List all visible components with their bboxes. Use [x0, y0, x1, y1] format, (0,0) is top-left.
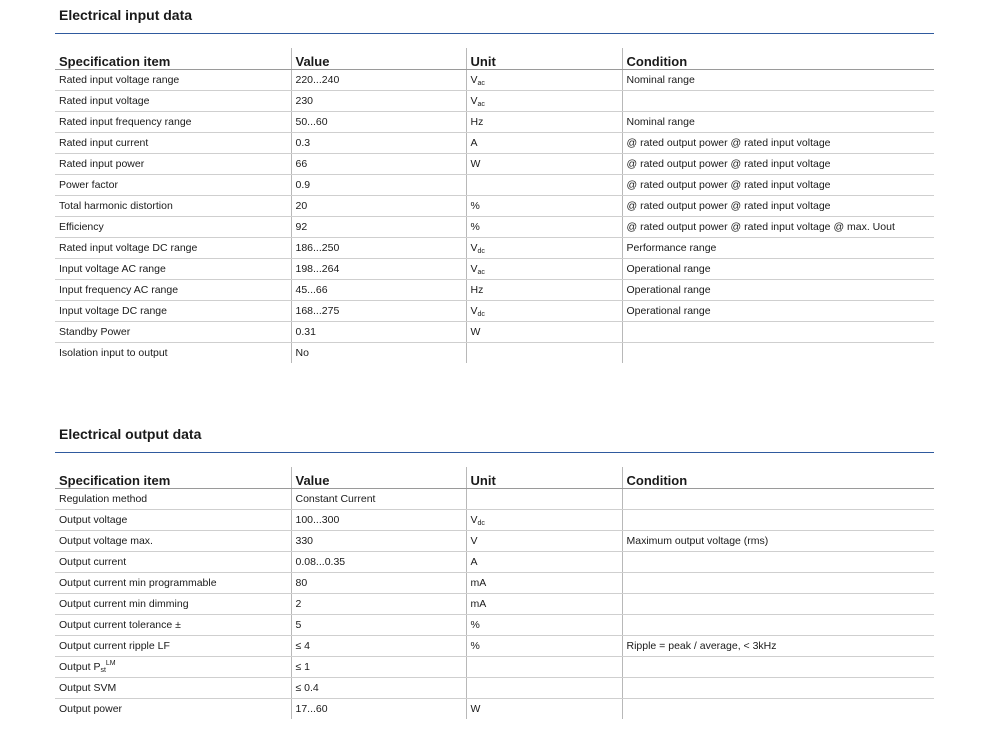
header-specification-item: Specification item: [55, 467, 291, 489]
condition-cell: Operational range: [622, 301, 934, 322]
unit-cell: [466, 343, 622, 364]
value-cell: 0.9: [291, 175, 466, 196]
table-row: [55, 133, 934, 154]
unit-symbol: mA: [470, 598, 487, 610]
spec-item-cell: [55, 133, 291, 154]
header-condition: Condition: [622, 48, 934, 70]
value-cell: ≤ 1: [291, 657, 466, 678]
unit-cell: [466, 678, 622, 699]
condition-cell: [622, 343, 934, 364]
condition-cell: @ rated output power @ rated input voltage @ max. Uout: [622, 217, 934, 238]
input-spec-table: [55, 48, 934, 363]
unit-cell: [466, 133, 622, 154]
output-table-body: [55, 489, 934, 720]
header-condition: Condition: [622, 467, 934, 489]
condition-cell: [622, 594, 934, 615]
value-cell: 92: [291, 217, 466, 238]
spec-item-cell: [55, 91, 291, 112]
spec-item-cell: [55, 573, 291, 594]
spec-item-cell: [55, 217, 291, 238]
value-cell: 80: [291, 573, 466, 594]
value-cell: 198...264: [291, 259, 466, 280]
spec-item-label: Standby Power: [59, 326, 131, 338]
value-cell: 230: [291, 91, 466, 112]
header-value: Value: [291, 467, 466, 489]
condition-cell: Ripple = peak / average, < 3kHz: [622, 636, 934, 657]
unit-symbol: W: [470, 703, 481, 715]
condition-cell: [622, 678, 934, 699]
spec-item-label: Power factor: [59, 179, 118, 191]
unit-cell: [466, 217, 622, 238]
condition-cell: [622, 573, 934, 594]
table-row: [55, 552, 934, 573]
spec-item-cell: [55, 196, 291, 217]
table-row: [55, 259, 934, 280]
spec-item-label: Output current tolerance ±: [59, 619, 181, 631]
table-row: [55, 636, 934, 657]
unit-symbol: Hz: [470, 284, 484, 296]
spec-item-label: Rated input voltage DC range: [59, 242, 198, 254]
header-value: Value: [291, 48, 466, 70]
unit-symbol: W: [470, 326, 481, 338]
spec-item-label: Regulation method: [59, 493, 148, 505]
unit-symbol: %: [470, 619, 480, 631]
unit-symbol: V: [470, 535, 478, 547]
table-row: [55, 615, 934, 636]
spec-item-label: Input voltage AC range: [59, 263, 166, 275]
condition-cell: [622, 699, 934, 720]
unit-symbol: mA: [470, 577, 487, 589]
spec-item-label: Rated input voltage: [59, 95, 150, 107]
value-cell: ≤ 0.4: [291, 678, 466, 699]
table-row: [55, 531, 934, 552]
unit-subscript: ac: [477, 100, 485, 108]
output-data-section: [55, 419, 934, 719]
value-cell: 20: [291, 196, 466, 217]
unit-symbol: Hz: [470, 116, 484, 128]
spec-item-label: Rated input power: [59, 158, 145, 170]
value-cell: No: [291, 343, 466, 364]
unit-cell: [466, 196, 622, 217]
table-row: [55, 91, 934, 112]
condition-cell: [622, 657, 934, 678]
spec-item-cell: [55, 175, 291, 196]
spec-item-cell: [55, 280, 291, 301]
unit-subscript: dc: [477, 247, 485, 255]
spec-item-label: Output SVM: [59, 682, 117, 694]
table-row: [55, 657, 934, 678]
table-header-row: [55, 467, 934, 489]
spec-item-cell: [55, 112, 291, 133]
unit-symbol: %: [470, 200, 480, 212]
unit-cell: [466, 552, 622, 573]
unit-symbol: V: [470, 262, 478, 275]
unit-cell: [466, 280, 622, 301]
unit-symbol: V: [470, 304, 478, 317]
unit-cell: [466, 154, 622, 175]
value-cell: 5: [291, 615, 466, 636]
spec-item-cell: [55, 259, 291, 280]
spec-item-cell: [55, 699, 291, 720]
header-specification-item: Specification item: [55, 48, 291, 70]
spec-item-cell: [55, 489, 291, 510]
spec-item-label: Rated input current: [59, 137, 149, 149]
value-cell: 0.3: [291, 133, 466, 154]
unit-symbol: V: [470, 241, 478, 254]
unit-symbol: A: [470, 137, 478, 149]
spec-item-label: Output current min dimming: [59, 598, 189, 610]
spec-item-cell: [55, 343, 291, 364]
spec-item-cell: [55, 70, 291, 91]
table-row: [55, 217, 934, 238]
unit-cell: [466, 699, 622, 720]
value-cell: 100...300: [291, 510, 466, 531]
table-row: [55, 196, 934, 217]
condition-cell: @ rated output power @ rated input voltage: [622, 196, 934, 217]
spec-item-subscript: st: [100, 667, 106, 674]
table-row: [55, 510, 934, 531]
unit-cell: [466, 322, 622, 343]
table-row: [55, 112, 934, 133]
unit-cell: [466, 70, 622, 91]
table-row: [55, 343, 934, 364]
unit-cell: [466, 489, 622, 510]
condition-cell: Performance range: [622, 238, 934, 259]
unit-cell: [466, 112, 622, 133]
unit-cell: [466, 573, 622, 594]
condition-cell: @ rated output power @ rated input voltage: [622, 133, 934, 154]
spec-item-label: Output voltage: [59, 514, 128, 526]
value-cell: 0.08...0.35: [291, 552, 466, 573]
table-row: [55, 175, 934, 196]
table-row: [55, 322, 934, 343]
condition-cell: Maximum output voltage (rms): [622, 531, 934, 552]
condition-cell: [622, 91, 934, 112]
unit-cell: [466, 636, 622, 657]
table-row: [55, 573, 934, 594]
unit-cell: [466, 594, 622, 615]
unit-cell: [466, 91, 622, 112]
table-row: [55, 280, 934, 301]
spec-item-label: Output P: [59, 661, 101, 673]
unit-symbol: V: [470, 94, 478, 107]
value-cell: 186...250: [291, 238, 466, 259]
unit-symbol: A: [470, 556, 478, 568]
unit-symbol: W: [470, 158, 481, 170]
spec-item-cell: [55, 636, 291, 657]
spec-item-label: Output current ripple LF: [59, 640, 170, 652]
spec-item-label: Rated input frequency range: [59, 116, 192, 128]
output-section-title: Electrical output data: [55, 419, 934, 453]
value-cell: 50...60: [291, 112, 466, 133]
table-row: [55, 594, 934, 615]
spec-item-label: Output current: [59, 556, 127, 568]
unit-symbol: %: [470, 640, 480, 652]
value-cell: 17...60: [291, 699, 466, 720]
unit-cell: [466, 510, 622, 531]
condition-cell: [622, 510, 934, 531]
condition-cell: [622, 615, 934, 636]
spec-item-cell: [55, 154, 291, 175]
spec-item-superscript: LM: [105, 660, 116, 667]
condition-cell: [622, 552, 934, 573]
spec-item-cell: [55, 322, 291, 343]
condition-cell: @ rated output power @ rated input voltage: [622, 154, 934, 175]
unit-symbol: %: [470, 221, 480, 233]
table-row: [55, 699, 934, 720]
condition-cell: Operational range: [622, 259, 934, 280]
value-cell: 168...275: [291, 301, 466, 322]
unit-cell: [466, 531, 622, 552]
spec-item-label: Input voltage DC range: [59, 305, 167, 317]
spec-item-cell: [55, 594, 291, 615]
spec-item-label: Output power: [59, 703, 123, 715]
table-header-row: [55, 48, 934, 70]
output-spec-table: [55, 467, 934, 719]
spec-item-label: Isolation input to output: [59, 347, 168, 359]
spec-item-cell: [55, 678, 291, 699]
condition-cell: @ rated output power @ rated input voltage: [622, 175, 934, 196]
spec-item-label: Output voltage max.: [59, 535, 153, 547]
condition-cell: [622, 322, 934, 343]
value-cell: 330: [291, 531, 466, 552]
input-data-section: [55, 0, 934, 363]
input-section-title: Electrical input data: [55, 0, 934, 34]
value-cell: 2: [291, 594, 466, 615]
header-unit: Unit: [466, 48, 622, 70]
spec-item-cell: [55, 615, 291, 636]
condition-cell: [622, 489, 934, 510]
header-unit: Unit: [466, 467, 622, 489]
spec-item-label: Output current min programmable: [59, 577, 217, 589]
value-cell: 45...66: [291, 280, 466, 301]
table-row: [55, 489, 934, 510]
condition-cell: Nominal range: [622, 70, 934, 91]
value-cell: Constant Current: [291, 489, 466, 510]
input-table-body: [55, 70, 934, 364]
table-row: [55, 154, 934, 175]
spec-item-label: Efficiency: [59, 221, 104, 233]
value-cell: 66: [291, 154, 466, 175]
spec-item-label: Rated input voltage range: [59, 74, 180, 86]
condition-cell: Nominal range: [622, 112, 934, 133]
value-cell: 0.31: [291, 322, 466, 343]
condition-cell: Operational range: [622, 280, 934, 301]
unit-cell: [466, 175, 622, 196]
unit-subscript: dc: [477, 519, 485, 527]
unit-subscript: ac: [477, 268, 485, 276]
unit-cell: [466, 657, 622, 678]
spec-item-label: Input frequency AC range: [59, 284, 179, 296]
unit-cell: [466, 615, 622, 636]
value-cell: 220...240: [291, 70, 466, 91]
spec-item-cell: [55, 552, 291, 573]
unit-cell: [466, 238, 622, 259]
spec-item-cell: [55, 301, 291, 322]
spec-item-cell: [55, 531, 291, 552]
value-cell: ≤ 4: [291, 636, 466, 657]
unit-cell: [466, 301, 622, 322]
unit-symbol: V: [470, 513, 478, 526]
unit-cell: [466, 259, 622, 280]
table-row: [55, 678, 934, 699]
unit-symbol: V: [470, 73, 478, 86]
unit-subscript: dc: [477, 310, 485, 318]
spec-item-label: Total harmonic distortion: [59, 200, 173, 212]
table-row: [55, 301, 934, 322]
spec-item-cell: [55, 657, 291, 678]
unit-subscript: ac: [477, 79, 485, 87]
spec-item-cell: [55, 510, 291, 531]
spec-item-cell: [55, 238, 291, 259]
table-row: [55, 70, 934, 91]
table-row: [55, 238, 934, 259]
